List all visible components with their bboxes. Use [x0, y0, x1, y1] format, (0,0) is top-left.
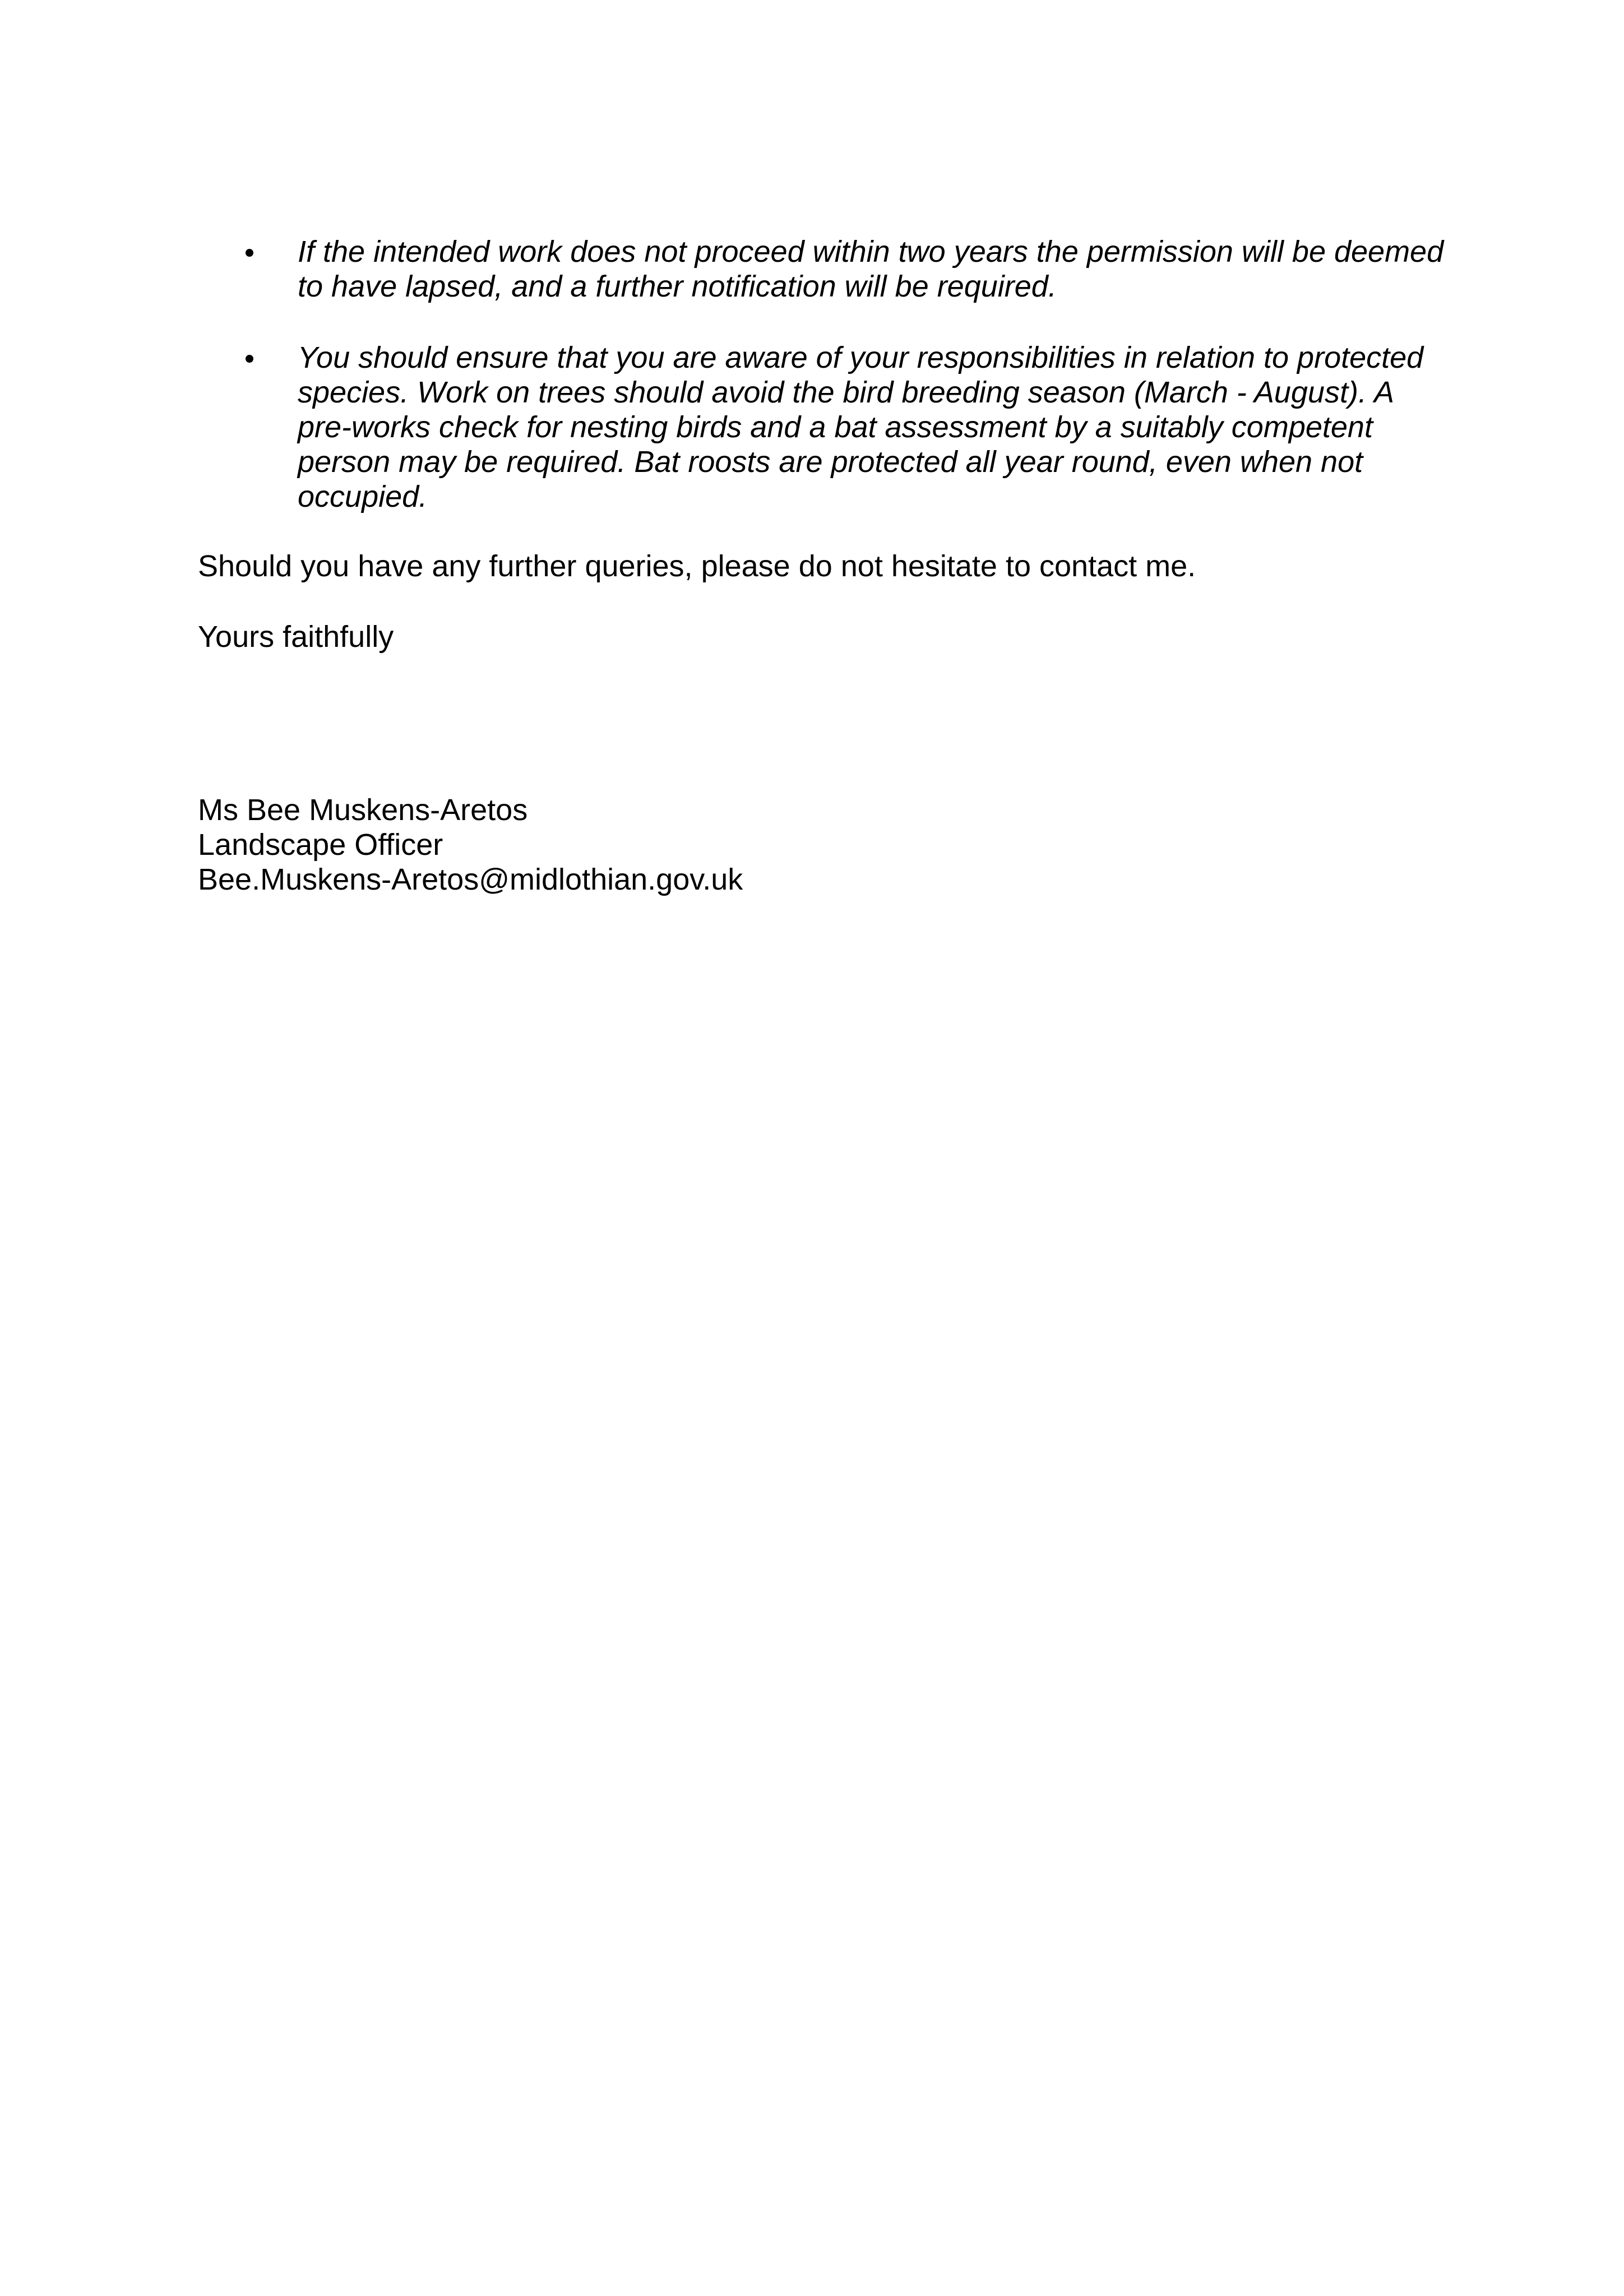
- signatory-name: Ms Bee Muskens-Aretos: [198, 793, 528, 827]
- signature-block: [198, 793, 743, 897]
- bullet-text-protected-species: You should ensure that you are aware of your responsibilities in relation to protected species. Work on trees should avoid the bird breeding season (March - August). A pre-works check for nesting birds and a bat assessment by a suitably competent person may be required. Bat roosts are protected all year round, even when not occupied.: [298, 341, 1424, 513]
- bullet-text-lapse: If the intended work does not proceed within two years the permission will be deemed to have lapsed, and a further notification will be required.: [298, 235, 1444, 303]
- signatory-title: Landscape Officer: [198, 828, 443, 862]
- bullet-icon: [246, 249, 253, 257]
- sign-off: Yours faithfully: [198, 620, 394, 654]
- bullet-icon: [246, 355, 253, 363]
- list-item: [198, 234, 1454, 304]
- signatory-email: Bee.Muskens-Aretos@midlothian.gov.uk: [198, 863, 743, 896]
- closing-paragraph: Should you have any further queries, please do not hesitate to contact me.: [198, 549, 1196, 583]
- conditions-list: [198, 234, 1454, 514]
- list-item: [198, 340, 1454, 514]
